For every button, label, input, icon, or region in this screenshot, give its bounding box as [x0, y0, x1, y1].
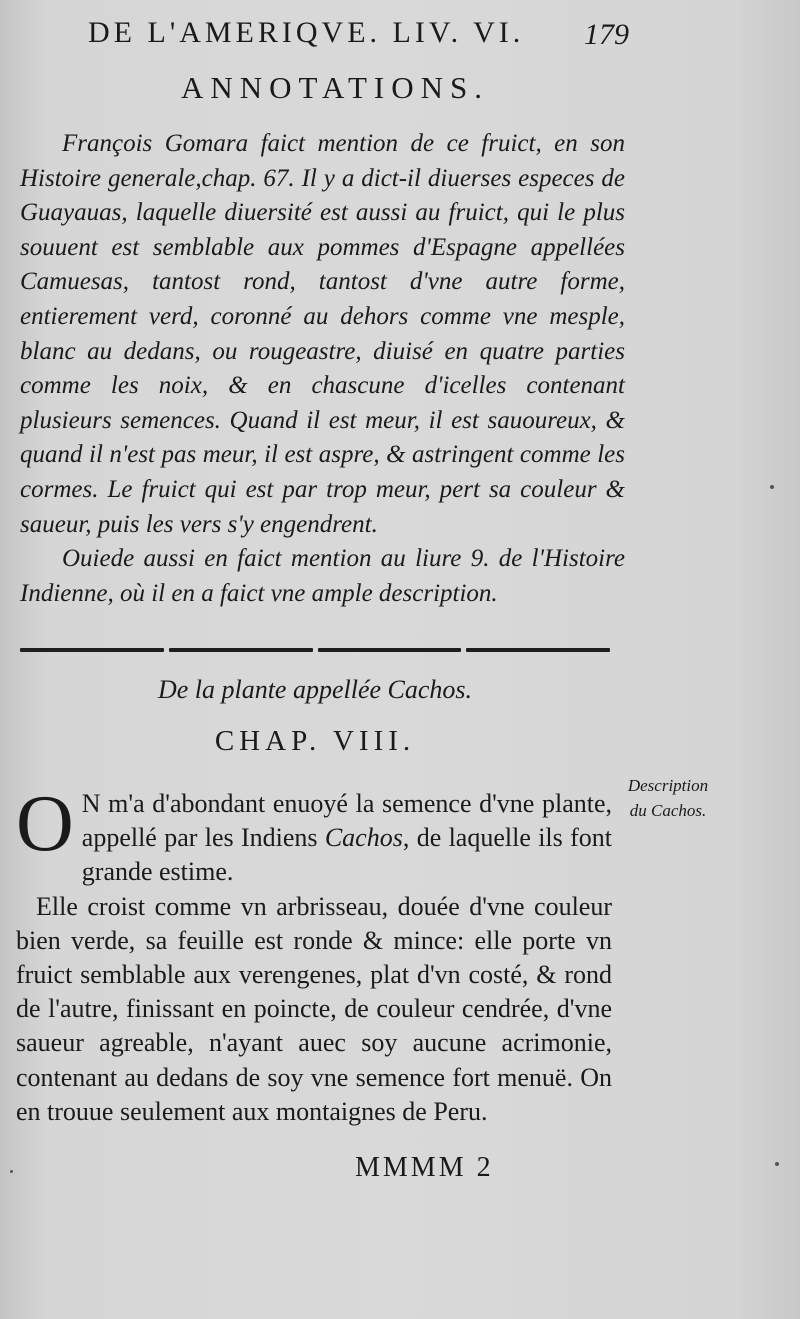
chapter-subtitle: De la plante appellée Cachos. — [157, 675, 473, 704]
divider-segment — [318, 648, 462, 652]
page-number: 179 — [584, 18, 629, 51]
chapter-body — [16, 780, 612, 1129]
annotation-paragraph: François Gomara faict mention de ce fruict, en son Histoire generale,chap. 67. Il y a dict-il diuerses especes de Guayauas, laquelle diuersité est aussi au fruict, qui le plus souuent est semblable aux pommes d'Espagne appellées Camuesas, tantost rond, tantost d'vne autre forme, entierement verd, coronné au dehors comme vne mesple, blanc au dedans, ou rougeastre, diuisé en quatre parties comme les noix, & en chascune d'icelles contenant plusieurs semences. Quand il est meur, il est sauoureux, & quand il n'est pas meur, il est aspre, & astringent comme les cormes. Le fruict qui est par trop meur, pert sa couleur & saueur, puis les vers s'y engendrent. — [20, 130, 625, 538]
chapter-title: CHAP. VIII. — [214, 725, 416, 757]
paragraph-text: N m'a d'abondant enuoyé la semence d'vne plante, appellé par les Indiens — [81, 789, 612, 853]
plant-name: Cachos — [324, 823, 403, 853]
divider-segment — [466, 648, 610, 652]
annotations-text — [20, 127, 625, 611]
margin-note: Description du Cachos. — [627, 776, 709, 820]
ink-speck — [770, 485, 774, 489]
divider-segment — [169, 648, 313, 652]
chapter-paragraph: Elle croist comme vn arbrisseau, douée d'vne couleur bien verde, sa feuille est ronde & mince: elle porte vn fruict semblable aux verengenes, plat d'vn costé, & rond de l'autre, finissant en poincte, de couleur cendrée, d'vne saueur agreable, n'ayant auec soy aucune acrimonie, contenant au dedans de soy vne semence fort menuë. On en trouue seulement aux montaignes de Peru. — [16, 891, 612, 1126]
divider-segment — [20, 648, 164, 652]
section-divider — [20, 648, 610, 652]
annotation-paragraph: Ouiede aussi en faict mention au liure 9. de l'Histoire Indienne, où il en a faict vne ample description. — [20, 545, 625, 607]
annotations-title: ANNOTATIONS. — [181, 70, 489, 105]
ink-speck — [10, 1170, 13, 1173]
chapter-paragraph — [16, 780, 612, 890]
drop-cap: O — [16, 780, 74, 868]
signature-mark: MMMM 2 — [355, 1152, 494, 1183]
running-head: DE L'AMERIQVE. LIV. VI. — [88, 16, 525, 49]
ink-speck — [775, 1162, 779, 1166]
paragraph-text-end: , de laquelle ils font grande estime. — [81, 823, 612, 887]
